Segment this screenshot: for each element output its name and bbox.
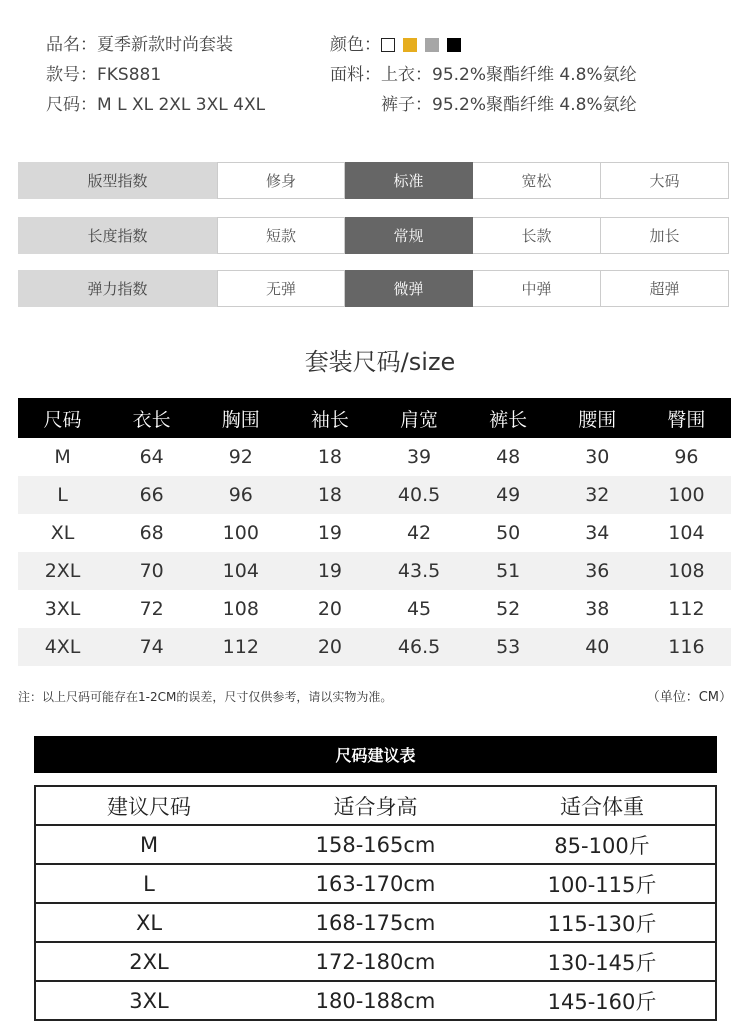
table-cell: 130-145斤 — [489, 942, 716, 981]
unit-label: （单位：CM） — [646, 690, 732, 705]
product-info — [46, 30, 265, 120]
table-cell: 64 — [139, 446, 164, 468]
index-option[interactable]: 超弹 — [601, 270, 729, 307]
table-cell: 100-115斤 — [489, 864, 716, 903]
table-cell: 43.5 — [375, 552, 464, 590]
table-row — [35, 864, 716, 903]
table-cell: 66 — [107, 476, 196, 514]
table-cell: 92 — [228, 446, 253, 468]
table-row — [18, 476, 731, 514]
table-cell: 112 — [196, 628, 285, 666]
table-cell: 96 — [196, 476, 285, 514]
color-swatch[interactable] — [381, 38, 395, 52]
table-row — [18, 628, 731, 666]
table-cell: M — [54, 446, 71, 468]
table-cell: 30 — [585, 446, 610, 468]
recommend-table — [34, 785, 717, 1021]
index-option[interactable]: 宽松 — [473, 162, 601, 199]
product-code: 款号：FKS881 — [46, 65, 162, 85]
size-table-header — [18, 398, 731, 438]
table-cell: 19 — [285, 552, 374, 590]
table-cell: 36 — [553, 552, 642, 590]
table-cell: 108 — [222, 598, 259, 620]
table-cell: 112 — [668, 598, 705, 620]
table-cell: 42 — [406, 522, 432, 544]
table-cell: 108 — [642, 552, 731, 590]
column-header: 裤长 — [464, 398, 553, 438]
index-option[interactable]: 修身 — [217, 162, 345, 199]
table-row — [18, 552, 731, 590]
table-cell: 51 — [464, 552, 553, 590]
index-row — [18, 217, 730, 254]
table-cell: 70 — [107, 552, 196, 590]
table-cell: 38 — [585, 598, 610, 620]
index-label: 版型指数 — [18, 162, 217, 199]
table-cell: XL — [50, 522, 75, 544]
recommend-title: 尺码建议表 — [34, 736, 717, 773]
table-cell: 68 — [139, 522, 164, 544]
table-cell: 48 — [496, 446, 521, 468]
table-cell: 100 — [222, 522, 259, 544]
recommend-table-header — [35, 786, 716, 825]
product-sizes: 尺码：M L XL 2XL 3XL 4XL — [46, 95, 266, 115]
index-option[interactable]: 标准 — [345, 162, 473, 199]
table-row — [35, 903, 716, 942]
column-header: 衣长 — [107, 398, 196, 438]
table-cell: 4XL — [18, 628, 107, 666]
table-cell: 172-180cm — [262, 942, 489, 981]
color-swatch[interactable] — [425, 38, 439, 52]
table-cell: XL — [35, 903, 262, 942]
table-cell: 19 — [317, 522, 343, 544]
color-swatch[interactable] — [403, 38, 417, 52]
column-header: 袖长 — [285, 398, 374, 438]
table-cell: 115-130斤 — [489, 903, 716, 942]
table-cell: 18 — [317, 446, 343, 468]
table-cell: 2XL — [18, 552, 107, 590]
index-option[interactable]: 大码 — [601, 162, 729, 199]
table-cell: 85-100斤 — [489, 825, 716, 864]
column-header: 尺码 — [18, 398, 107, 438]
table-row — [18, 438, 731, 476]
size-table — [18, 398, 731, 666]
column-header: 腰围 — [553, 398, 642, 438]
size-note: 注：以上尺码可能存在1-2CM的误差，尺寸仅供参考，请以实物为准。 — [18, 690, 393, 704]
color-swatch[interactable] — [447, 38, 461, 52]
index-option[interactable]: 无弹 — [217, 270, 345, 307]
color-swatches — [381, 35, 469, 55]
column-header: 适合体重 — [489, 786, 716, 825]
index-option[interactable]: 加长 — [601, 217, 729, 254]
index-row — [18, 162, 730, 199]
table-cell: 116 — [642, 628, 731, 666]
table-cell: 40 — [553, 628, 642, 666]
table-cell: 20 — [285, 628, 374, 666]
table-cell: 158-165cm — [262, 825, 489, 864]
table-cell: 32 — [553, 476, 642, 514]
table-cell: 3XL — [44, 598, 81, 620]
table-row — [35, 825, 716, 864]
table-cell: 34 — [585, 522, 610, 544]
index-option[interactable]: 中弹 — [473, 270, 601, 307]
table-cell: M — [35, 825, 262, 864]
table-cell: 45 — [406, 598, 432, 620]
table-cell: 40.5 — [375, 476, 464, 514]
table-cell: 96 — [674, 446, 699, 468]
table-cell: 180-188cm — [262, 981, 489, 1020]
index-row — [18, 270, 730, 307]
table-cell: 50 — [496, 522, 521, 544]
color-row — [330, 30, 637, 60]
table-row — [35, 981, 716, 1020]
table-cell: L — [18, 476, 107, 514]
table-cell: L — [35, 864, 262, 903]
table-cell: 3XL — [35, 981, 262, 1020]
fabric-top: 面料：上衣：95.2%聚酯纤维 4.8%氨纶 — [330, 65, 637, 85]
product-material — [330, 30, 637, 120]
table-row — [35, 942, 716, 981]
table-cell: 18 — [285, 476, 374, 514]
table-cell: 104 — [668, 522, 705, 544]
color-label: 颜色： — [330, 35, 381, 55]
table-cell: 2XL — [35, 942, 262, 981]
index-option[interactable]: 微弹 — [345, 270, 473, 307]
table-cell: 46.5 — [375, 628, 464, 666]
index-option[interactable]: 短款 — [217, 217, 345, 254]
table-cell: 168-175cm — [262, 903, 489, 942]
index-label: 长度指数 — [18, 217, 217, 254]
table-cell: 72 — [139, 598, 164, 620]
table-cell: 52 — [496, 598, 521, 620]
table-row — [18, 514, 731, 552]
index-option[interactable]: 长款 — [473, 217, 601, 254]
table-cell: 145-160斤 — [489, 981, 716, 1020]
size-table-title: 套装尺码/size — [304, 348, 456, 376]
column-header: 建议尺码 — [35, 786, 262, 825]
product-name: 品名：夏季新款时尚套装 — [46, 35, 233, 55]
table-cell: 49 — [464, 476, 553, 514]
table-cell: 74 — [107, 628, 196, 666]
index-label: 弹力指数 — [18, 270, 217, 307]
table-row — [18, 590, 731, 628]
column-header: 肩宽 — [375, 398, 464, 438]
table-cell: 20 — [317, 598, 343, 620]
table-cell: 39 — [406, 446, 432, 468]
fabric-pants: 裤子：95.2%聚酯纤维 4.8%氨纶 — [381, 95, 637, 115]
column-header: 胸围 — [196, 398, 285, 438]
column-header: 臀围 — [642, 398, 731, 438]
table-cell: 163-170cm — [262, 864, 489, 903]
table-cell: 104 — [196, 552, 285, 590]
table-cell: 100 — [642, 476, 731, 514]
table-cell: 53 — [464, 628, 553, 666]
column-header: 适合身高 — [262, 786, 489, 825]
index-option[interactable]: 常规 — [345, 217, 473, 254]
